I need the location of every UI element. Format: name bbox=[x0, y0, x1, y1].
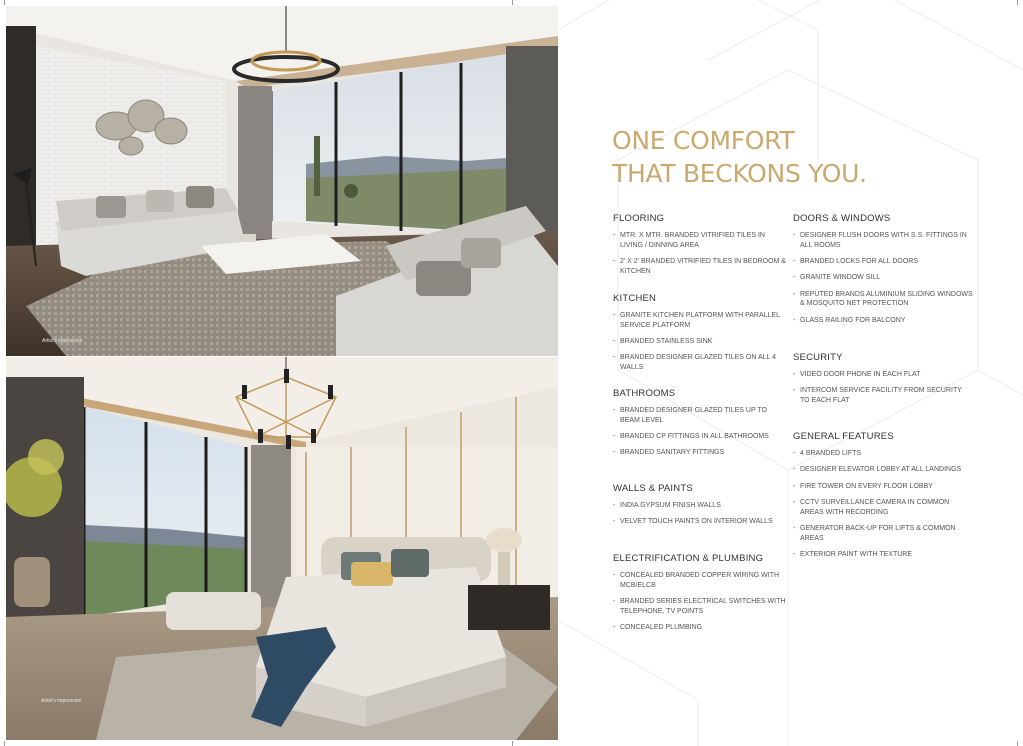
bedroom-caption: Artist's impression bbox=[41, 698, 82, 704]
section-heading: BATHROOMS bbox=[613, 388, 676, 399]
spec-section-security bbox=[793, 352, 973, 412]
spec-item: - BRANDED CP FITTINGS IN ALL BATHROOMS bbox=[613, 432, 788, 442]
spec-section-doors-windows bbox=[793, 213, 973, 332]
bedroom-image bbox=[6, 357, 558, 740]
crop-mark-bottom-mid bbox=[512, 741, 513, 746]
spec-item: - CONCEALED PLUMBING bbox=[613, 623, 788, 633]
spec-item: - FIRE TOWER ON EVERY FLOOR LOBBY bbox=[793, 482, 973, 492]
section-heading: ELECTRIFICATION & PLUMBING bbox=[613, 553, 764, 564]
spec-item: - BRANDED SERIES ELECTRICAL SWITCHES WITH TELEPHONE, TV POINTS bbox=[613, 597, 788, 617]
spec-item: - MTR. X MTR. BRANDED VITRIFIED TILES IN LIVING / DINNING AREA bbox=[613, 231, 788, 251]
spec-item: - DESIGNER ELEVATOR LOBBY AT ALL LANDINGS bbox=[793, 465, 973, 475]
crop-mark-top-mid bbox=[512, 0, 513, 5]
page-title bbox=[612, 124, 867, 190]
spec-item: - VELVET TOUCH PAINTS ON INTERIOR WALLS bbox=[613, 517, 773, 527]
spec-section-kitchen bbox=[613, 293, 788, 379]
spec-item: - BRANDED LOCKS FOR ALL DOORS bbox=[793, 257, 973, 267]
spec-section-electrification-plumbing bbox=[613, 553, 788, 639]
spec-item: - GENERATOR BACK-UP FOR LIFTS & COMMON AREAS bbox=[793, 524, 973, 544]
spec-item: - CCTV SURVEILLANCE CAMERA IN COMMON AREAS WITH RECORDING bbox=[793, 498, 973, 518]
section-heading: KITCHEN bbox=[613, 293, 657, 304]
spec-item: - GLASS RAILING FOR BALCONY bbox=[793, 316, 973, 326]
spec-item: - GRANITE KITCHEN PLATFORM WITH PARALLEL SERVICE PLATFORM bbox=[613, 311, 788, 331]
section-heading: SECURITY bbox=[793, 352, 843, 363]
section-heading: WALLS & PAINTS bbox=[613, 483, 693, 494]
spec-section-walls-paints bbox=[613, 483, 773, 534]
spec-item: - BRANDED DESIGNER GLAZED TILES UP TO BEAM LEVEL bbox=[613, 406, 788, 426]
spec-item: - INTERCOM SERVICE FACILITY FROM SECURITY TO EACH FLAT bbox=[793, 386, 973, 406]
spec-item: - INDIA GYPSUM FINISH WALLS bbox=[613, 501, 773, 511]
spec-section-bathrooms bbox=[613, 388, 788, 465]
spec-item: - BRANDED DESIGNER GLAZED TILES ON ALL 4 WALLS bbox=[613, 353, 788, 373]
title-line-1: ONE COMFORT bbox=[612, 126, 795, 155]
crop-mark-top-left bbox=[4, 0, 5, 5]
spec-section-flooring bbox=[613, 213, 788, 283]
living-room-caption: Artist's impression bbox=[42, 338, 83, 344]
spec-item: - 2' X 2' BRANDED VITRIFIED TILES IN BEDROOM & KITCHEN bbox=[613, 257, 788, 277]
spec-item: - GRANITE WINDOW SILL bbox=[793, 273, 973, 283]
section-heading: FLOORING bbox=[613, 213, 665, 224]
spec-item: - BRANDED SANITARY FITTINGS bbox=[613, 448, 788, 458]
living-room-image bbox=[6, 6, 558, 356]
crop-mark-bottom-left bbox=[4, 741, 5, 746]
section-heading: GENERAL FEATURES bbox=[793, 431, 894, 442]
spec-section-general-features bbox=[793, 431, 973, 566]
spec-item: - EXTERIOR PAINT WITH TEXTURE bbox=[793, 550, 973, 560]
spec-item: - BRANDED STAINLESS SINK bbox=[613, 337, 788, 347]
spec-item: - 4 BRANDED LIFTS bbox=[793, 449, 973, 459]
title-line-2: THAT BECKONS YOU. bbox=[612, 159, 867, 188]
spec-item: - CONCEALED BRANDED COPPER WIRING WITH MCB/ELCB bbox=[613, 571, 788, 591]
spec-item: - VIDEO DOOR PHONE IN EACH FLAT bbox=[793, 370, 973, 380]
spec-item: - REPUTED BRANDS ALUMINIUM SLIDING WINDOWS & MOSQUITO NET PROTECTION bbox=[793, 290, 973, 310]
section-heading: DOORS & WINDOWS bbox=[793, 213, 891, 224]
spec-item: - DESIGNER FLUSH DOORS WITH S.S. FITTINGS IN ALL ROOMS bbox=[793, 231, 973, 251]
